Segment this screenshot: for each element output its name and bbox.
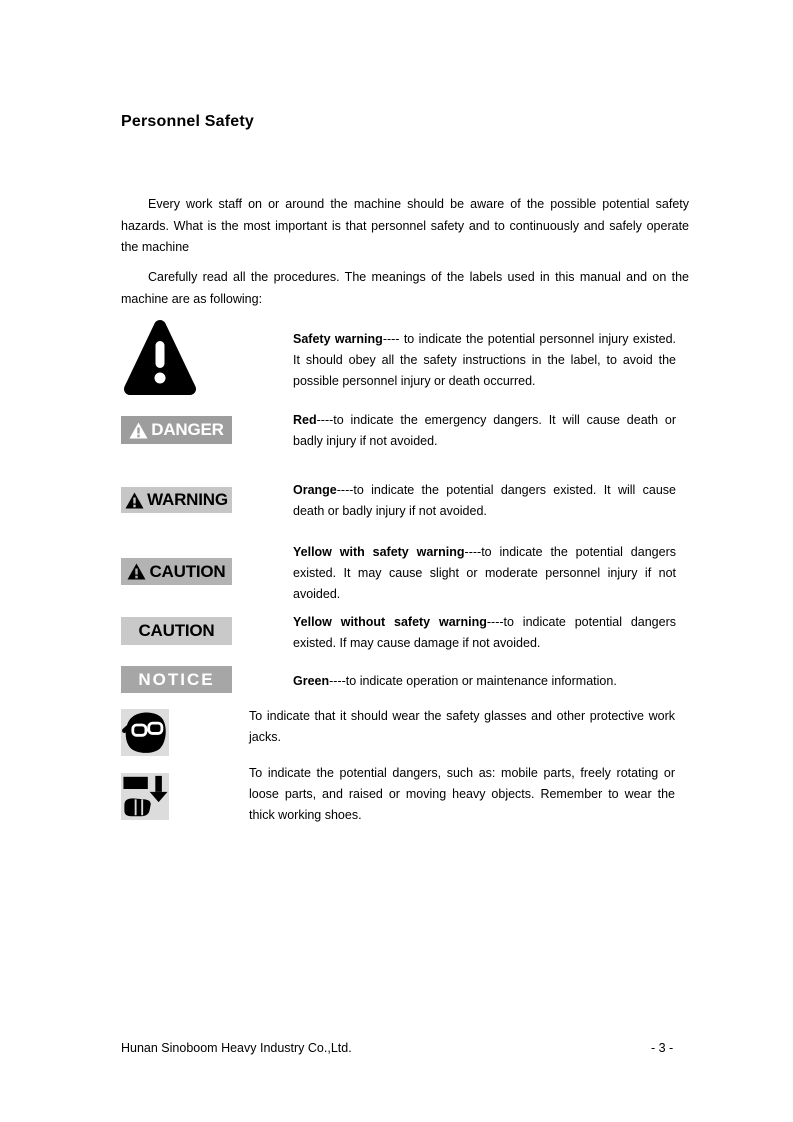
badge-label: CAUTION	[149, 561, 226, 581]
badge-label: CAUTION	[138, 621, 215, 640]
label-row-text	[293, 671, 676, 692]
danger-badge	[121, 416, 232, 444]
label-description: ----to indicate the potential dangers existed. It may cause slight or moderate personnel injury if not avoided.	[293, 545, 676, 601]
badge-label: NOTICE	[138, 669, 215, 689]
crush-hazard-icon	[121, 773, 169, 820]
label-row-text	[293, 542, 676, 604]
label-row-text	[293, 410, 676, 452]
pictogram-text: To indicate the potential dangers, such as: mobile parts, freely rotating or loose parts, and raised or moving heavy objects. Remember to wear the thick working shoes.	[249, 766, 675, 822]
page-title: Personnel Safety	[121, 113, 255, 130]
label-description: ---- to indicate the potential personnel injury existed. It should obey all the safety instructions in the label, to avoid the possible personnel injury or death occurred.	[293, 332, 676, 388]
crush-hazard-glyph	[122, 774, 168, 819]
safety-warning-triangle-icon	[123, 317, 197, 397]
warning-triangle-icon	[125, 492, 144, 509]
safety-glasses-icon	[121, 709, 169, 756]
caution-badge	[121, 558, 232, 585]
footer-page-number: - 3 -	[651, 1041, 674, 1055]
label-term: Safety warning	[293, 332, 383, 346]
label-row-text	[293, 480, 676, 522]
badge-label: DANGER	[151, 420, 224, 439]
label-description: ----to indicate operation or maintenance information.	[329, 674, 617, 688]
footer-company: Hunan Sinoboom Heavy Industry Co.,Ltd.	[121, 1041, 352, 1055]
label-term: Red	[293, 413, 317, 427]
pictogram-text: To indicate that it should wear the safety glasses and other protective work jacks.	[249, 709, 675, 744]
label-term: Yellow without safety warning	[293, 615, 487, 629]
label-row-text	[293, 329, 676, 391]
label-description: ----to indicate the potential dangers existed. It will cause death or badly injury if not avoided.	[293, 483, 676, 518]
notice-badge	[121, 666, 232, 693]
label-row-text	[293, 612, 676, 654]
label-term: Orange	[293, 483, 337, 497]
label-term: Green	[293, 674, 330, 688]
warning-triangle-icon	[129, 422, 148, 439]
label-term: Yellow with safety warning	[293, 545, 465, 559]
label-description: ----to indicate the emergency dangers. It will cause death or badly injury if not avoided.	[293, 413, 676, 448]
badge-label: WARNING	[147, 490, 228, 509]
intro-paragraph: Every work staff on or around the machine should be aware of the possible potential safety hazards. What is the most important is that personnel safety and to continuously and safely operate the machine	[121, 197, 689, 254]
warning-badge	[121, 487, 232, 513]
intro-paragraph: Carefully read all the procedures. The meanings of the labels used in this manual and on the machine are as following:	[121, 270, 689, 306]
warning-triangle-icon	[127, 563, 146, 580]
safety-glasses-glyph	[122, 710, 168, 755]
caution-plain-badge	[121, 617, 232, 645]
label-description: ----to indicate potential dangers existed. If may cause damage if not avoided.	[293, 615, 676, 650]
